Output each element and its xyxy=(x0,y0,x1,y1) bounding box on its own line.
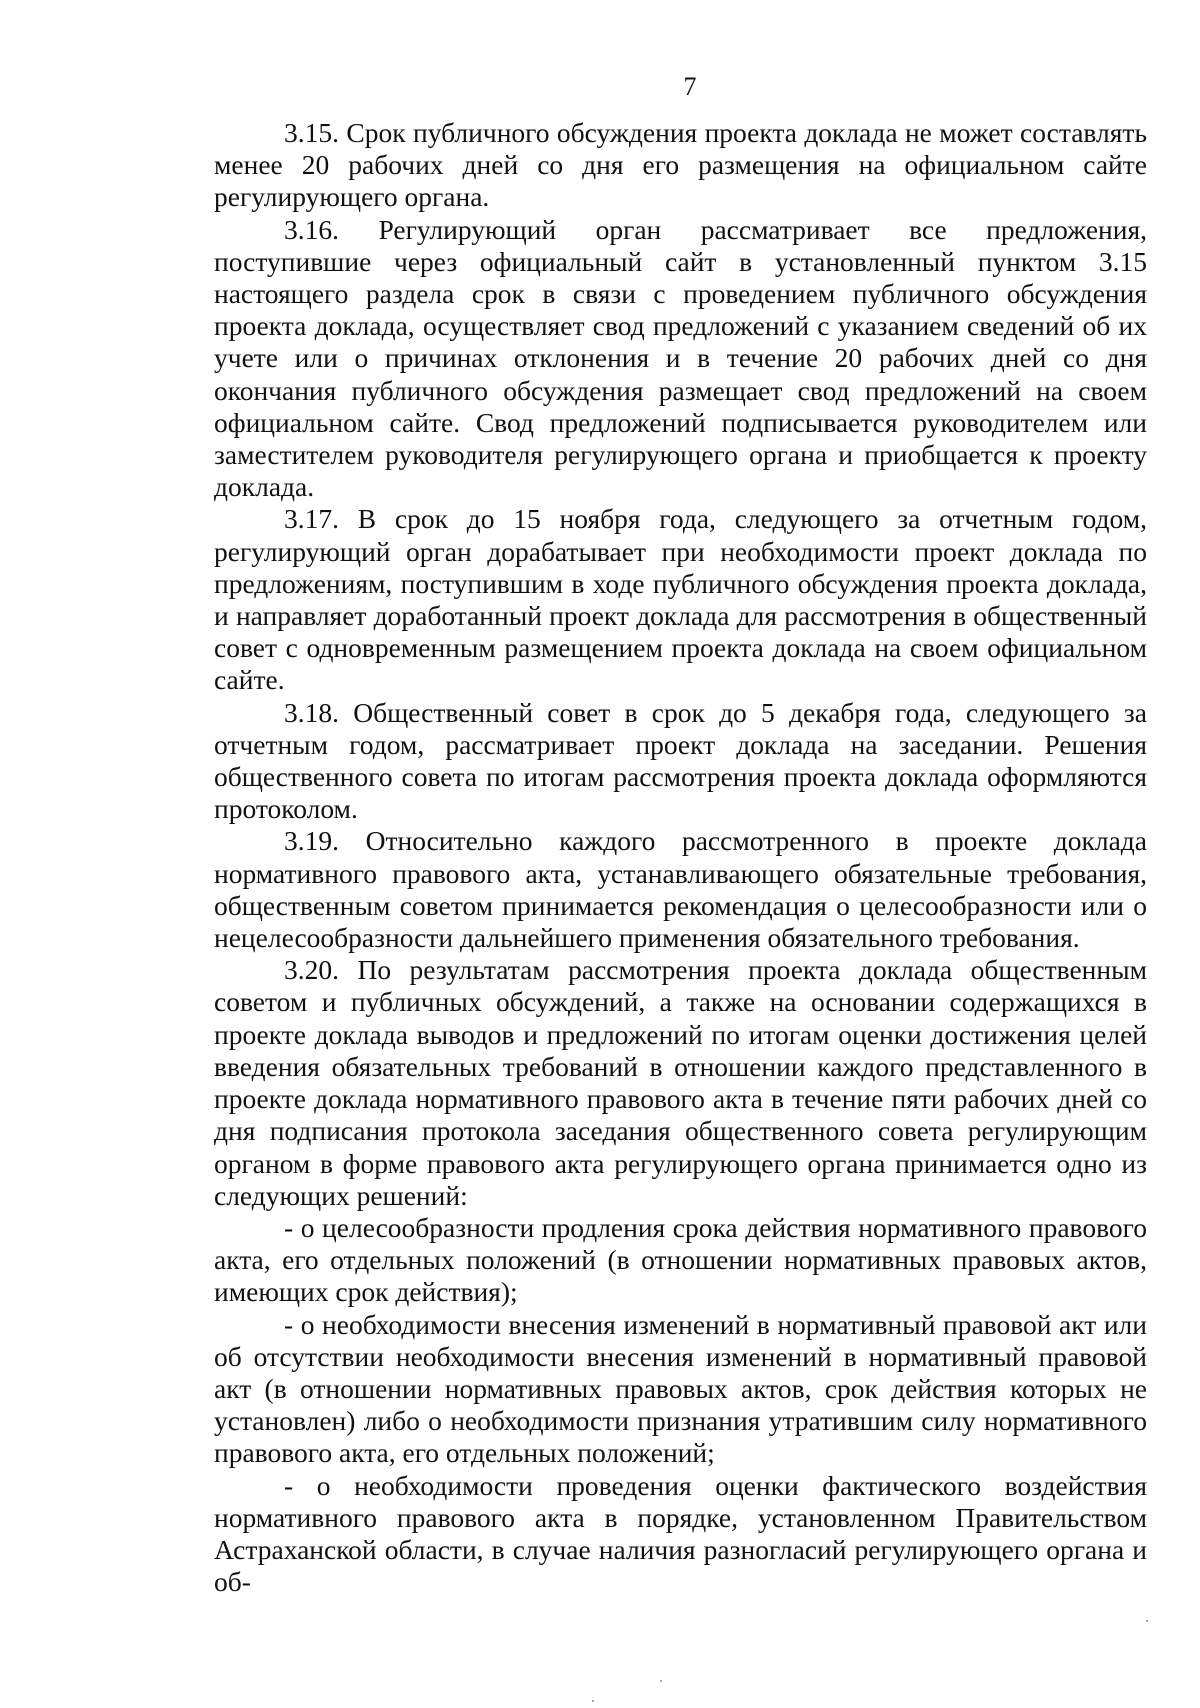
scan-speck xyxy=(1146,1620,1148,1622)
scan-speck xyxy=(592,1700,594,1702)
paragraph-3-18: 3.18. Общественный совет в срок до 5 декабря года, следующего за отчетным годом, рассматривает проект доклада на заседании. Решения общественного совета по итогам рассмотрения проекта доклада оформляются протоколом. xyxy=(214,696,1147,825)
paragraph-3-17: 3.17. В срок до 15 ноября года, следующего за отчетным годом, регулирующий орган дорабатывает при необходимости проект доклада по предложениям, поступившим в ходе публичного обсуждения проекта доклада, и направляет доработанный проект доклада для рассмотрения в общественный совет с одновременным размещением проекта доклада на своем официальном сайте. xyxy=(214,503,1147,696)
paragraph-3-19: 3.19. Относительно каждого рассмотренного в проекте доклада нормативного правового акта, устанавливающего обязательные требования, общественным советом принимается рекомендация о целесообразности или о нецелесообразности дальнейшего применения обязательного требования. xyxy=(214,825,1147,954)
document-body xyxy=(214,117,1147,1598)
paragraph-3-16: 3.16. Регулирующий орган рассматривает все предложения, поступившие через официальный сайт в установленный пунктом 3.15 настоящего раздела срок в связи с проведением публичного обсуждения проекта доклада, осуществляет свод предложений с указанием сведений об их учете или о причинах отклонения и в течение 20 рабочих дней со дня окончания публичного обсуждения размещает свод предложений на своем официальном сайте. Свод предложений подписывается руководителем или заместителем руководителя регулирующего органа и приобщается к проекту доклада. xyxy=(214,213,1147,503)
decision-item-amendment: - о необходимости внесения изменений в нормативный правовой акт или об отсутствии необходимости внесения изменений в нормативный правовой акт (в отношении нормативных правовых актов, срок действия которых не установлен) либо о необходимости признания утратившим силу нормативного правового акта, его отдельных положений; xyxy=(214,1308,1147,1469)
decision-item-extension: - о целесообразности продления срока действия нормативного правового акта, его отдельных положений (в отношении нормативных правовых актов, имеющих срок действия); xyxy=(214,1211,1147,1308)
decision-item-impact-assessment: - о необходимости проведения оценки фактического воздействия нормативного правового акта в порядке, установленном Правительством Астраханской области, в случае наличия разногласий регулирующего органа и об- xyxy=(214,1469,1147,1598)
page-number: 7 xyxy=(683,72,697,101)
paragraph-3-15: 3.15. Срок публичного обсуждения проекта доклада не может составлять менее 20 рабочих дней со дня его размещения на официальном сайте регулирующего органа. xyxy=(214,117,1147,213)
scan-speck xyxy=(660,1680,662,1682)
paragraph-3-20: 3.20. По результатам рассмотрения проекта доклада общественным советом и публичных обсуждений, а также на основании содержащихся в проекте доклада выводов и предложений по итогам оценки достижения целей введения обязательных требований в отношении каждого представленного в проекте доклада нормативного правового акта в течение пяти рабочих дней со дня подписания протокола заседания общественного совета регулирующим органом в форме правового акта регулирующего органа принимается одно из следующих решений: xyxy=(214,954,1147,1211)
